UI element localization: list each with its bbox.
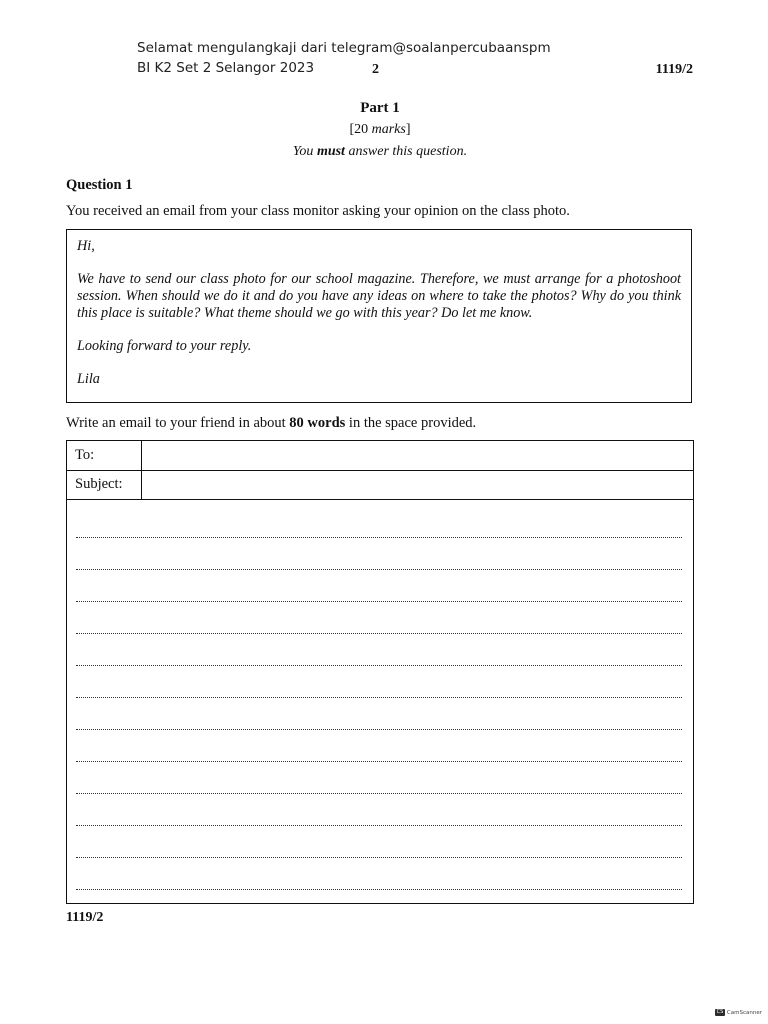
writing-line[interactable] [76,729,682,730]
marks-label: [20 marks] [349,122,411,137]
writing-line[interactable] [76,697,682,698]
writing-line[interactable] [76,633,682,634]
camscanner-icon: CS [716,1009,724,1015]
task-instruction: Write an email to your friend in about 80 words in the space provided. [66,415,477,431]
page-number: 2 [372,62,379,77]
writing-line[interactable] [76,793,682,794]
question-title: Question 1 [66,177,133,193]
email-greeting: Hi, [77,238,95,254]
writing-line[interactable] [76,825,682,826]
email-body: We have to send our class photo for our school magazine. Therefore, we must arrange for a photoshoot session. When should we do it and do you have any ideas on where to take the photos? Why do you think this place is suitable? What theme should we go with this year? Do let me know. [77,271,681,321]
writing-line[interactable] [76,761,682,762]
subject-row[interactable] [67,470,693,500]
label-divider [141,441,142,499]
question-prompt: You received an email from your class monitor asking your opinion on the class photo. [66,203,570,219]
to-row[interactable] [67,441,693,471]
writing-line[interactable] [76,857,682,858]
subject-label: Subject: [75,476,123,492]
header-source-line: Selamat mengulangkaji dari telegram@soalanpercubaanspm [137,40,551,56]
writing-line[interactable] [76,601,682,602]
part-title: Part 1 [360,100,400,116]
writing-line[interactable] [76,569,682,570]
camscanner-text: CamScanner [726,1009,762,1016]
answer-form [66,440,694,904]
writing-line[interactable] [76,665,682,666]
paper-code-top: 1119/2 [655,62,693,77]
paper-code-bottom: 1119/2 [66,910,104,925]
header-set-line: BI K2 Set 2 Selangor 2023 [137,60,315,76]
to-label: To: [75,447,95,463]
instruction: You must answer this question. [292,144,468,159]
writing-line[interactable] [76,537,682,538]
writing-line[interactable] [76,889,682,890]
email-stimulus-box [66,229,692,403]
email-signature: Lila [77,371,100,387]
scanner-watermark [715,1009,762,1016]
email-closing: Looking forward to your reply. [77,338,252,354]
